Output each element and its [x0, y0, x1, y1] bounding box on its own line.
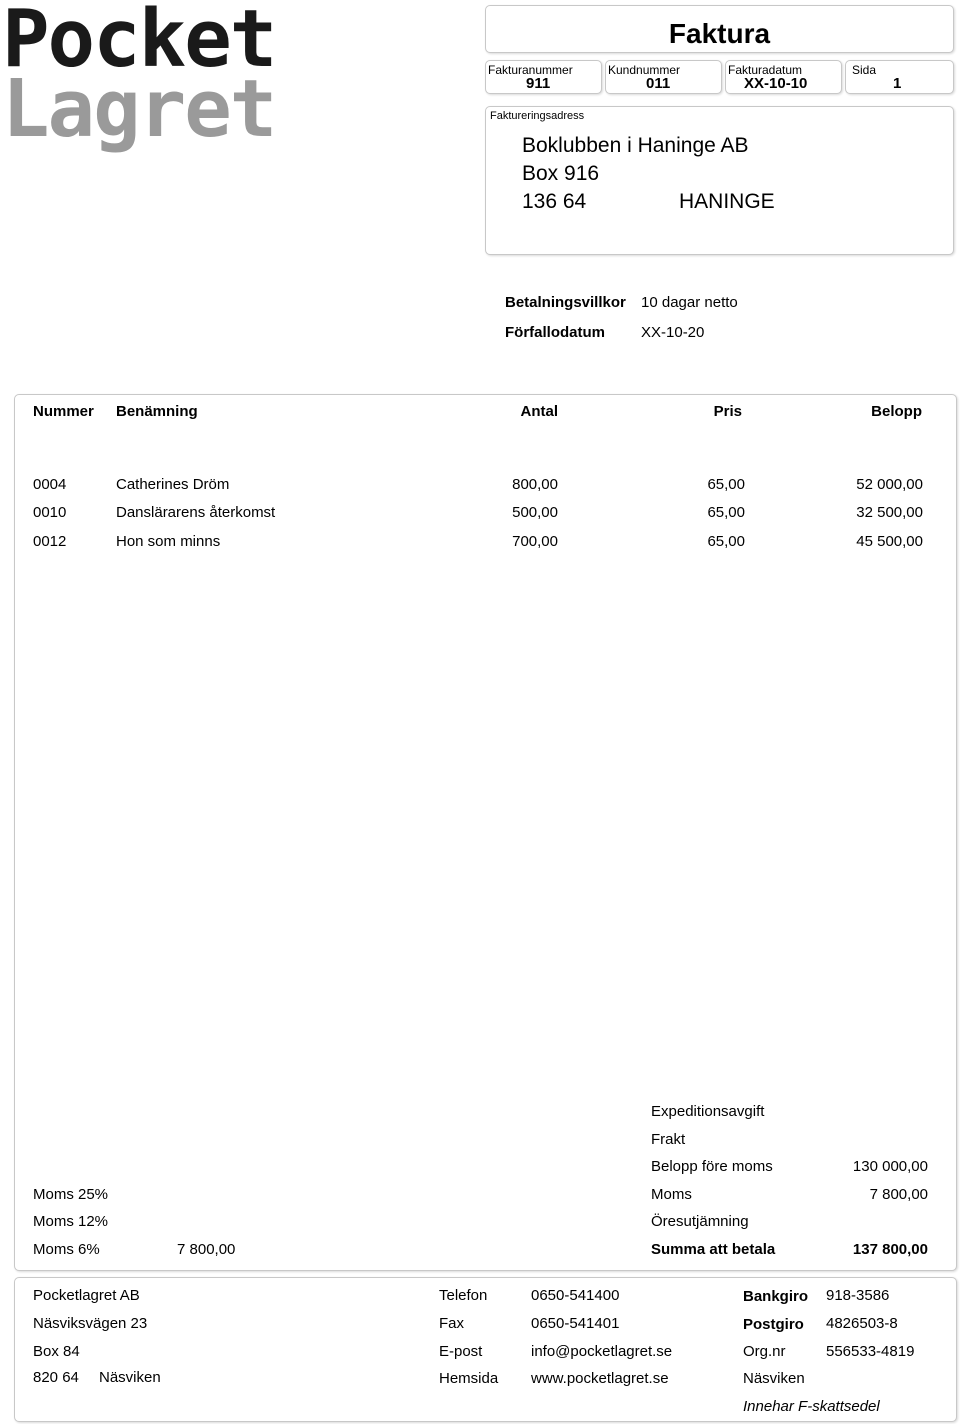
bankgiro: 918-3586 [826, 1287, 890, 1304]
invoice-date-cell [725, 60, 842, 94]
rounding-label: Öresutjämning [651, 1213, 749, 1230]
footer-street: Näsviksvägen 23 [33, 1315, 148, 1332]
footer-zip: 820 64 [33, 1369, 79, 1386]
row-name: Danslärarens återkomst [116, 504, 276, 521]
billing-address-box [485, 106, 954, 255]
col-name-header: Benämning [116, 403, 198, 420]
phone-label: Telefon [439, 1287, 488, 1304]
page-number: 1 [893, 75, 902, 92]
table-row [15, 533, 956, 553]
vat6-label: Moms 6% [33, 1241, 100, 1258]
vat-total-label: Moms [651, 1186, 692, 1203]
row-amount: 45 500,00 [856, 533, 923, 550]
orgnr-label: Org.nr [743, 1343, 786, 1360]
page-label: Sida [852, 63, 877, 77]
vat12-label: Moms 12% [33, 1213, 109, 1230]
bankgiro-label: Bankgiro [743, 1288, 809, 1305]
customer-number: 011 [646, 75, 671, 92]
due-date: XX-10-20 [641, 324, 705, 341]
row-qty: 700,00 [512, 533, 558, 550]
title-box [485, 5, 954, 53]
vat6-value: 7 800,00 [177, 1241, 236, 1258]
row-qty: 500,00 [512, 504, 558, 521]
invoice-date: XX-10-10 [744, 75, 808, 92]
invoice-number-cell [485, 60, 602, 94]
footer-company: Pocketlagret AB [33, 1287, 140, 1304]
billing-city: HANINGE [679, 190, 775, 213]
customer-number-label: Kundnummer [608, 63, 681, 77]
footer [14, 1277, 957, 1422]
row-name: Hon som minns [116, 533, 221, 550]
col-number-header: Nummer [33, 403, 94, 420]
row-number: 0004 [33, 476, 67, 493]
billing-address-label: Faktureringsadress [490, 110, 585, 122]
orgnr: 556533-4819 [826, 1343, 915, 1360]
tax-note: Innehar F-skattsedel [743, 1398, 880, 1415]
payment-terms: 10 dagar netto [641, 294, 738, 311]
net-amount: 130 000,00 [852, 1158, 928, 1175]
web-label: Hemsida [439, 1370, 499, 1387]
items-table [14, 394, 957, 1271]
billing-box: Box 916 [522, 162, 600, 185]
invoice-number-label: Fakturanummer [488, 63, 573, 77]
row-price: 65,00 [707, 504, 745, 521]
payment-terms-label: Betalningsvillkor [505, 294, 626, 311]
postgiro: 4826503-8 [826, 1315, 898, 1332]
phone: 0650-541400 [531, 1287, 620, 1304]
row-amount: 52 000,00 [856, 476, 923, 493]
customer-number-cell [605, 60, 722, 94]
page-cell [845, 60, 954, 94]
fax-label: Fax [439, 1315, 465, 1332]
total-amount: 137 800,00 [852, 1241, 928, 1258]
col-amount-header: Belopp [871, 403, 922, 420]
email-label: E-post [439, 1343, 483, 1360]
vat-total: 7 800,00 [869, 1186, 928, 1203]
invoice-title: Faktura [668, 18, 771, 49]
row-price: 65,00 [707, 476, 745, 493]
net-amount-label: Belopp före moms [651, 1158, 773, 1175]
row-amount: 32 500,00 [856, 504, 923, 521]
col-price-header: Pris [713, 403, 742, 420]
invoice-date-label: Fakturadatum [728, 63, 803, 77]
billing-name: Boklubben i Haninge AB [522, 134, 749, 157]
billing-zip: 136 64 [522, 190, 587, 213]
row-number: 0012 [33, 533, 67, 550]
fax: 0650-541401 [531, 1315, 620, 1332]
row-price: 65,00 [707, 533, 745, 550]
due-date-label: Förfallodatum [505, 324, 605, 341]
row-qty: 800,00 [512, 476, 558, 493]
total-label: Summa att betala [651, 1241, 776, 1258]
footer-city: Näsviken [99, 1369, 161, 1386]
invoice-number: 911 [526, 75, 551, 92]
postgiro-label: Postgiro [743, 1316, 804, 1333]
vat25-label: Moms 25% [33, 1186, 109, 1203]
col-qty-header: Antal [520, 403, 558, 420]
logo-pocket: Pocket [2, 0, 276, 85]
row-number: 0010 [33, 504, 67, 521]
row-name: Catherines Dröm [116, 476, 230, 493]
freight-label: Frakt [651, 1131, 686, 1148]
fee-label: Expeditionsavgift [651, 1103, 765, 1120]
email: info@pocketlagret.se [531, 1343, 673, 1360]
table-row [15, 504, 956, 524]
table-row [15, 476, 956, 496]
company-seat: Näsviken [743, 1370, 805, 1387]
web: www.pocketlagret.se [531, 1370, 669, 1387]
logo-lagret: Lagret [2, 63, 276, 155]
footer-box: Box 84 [33, 1343, 80, 1360]
